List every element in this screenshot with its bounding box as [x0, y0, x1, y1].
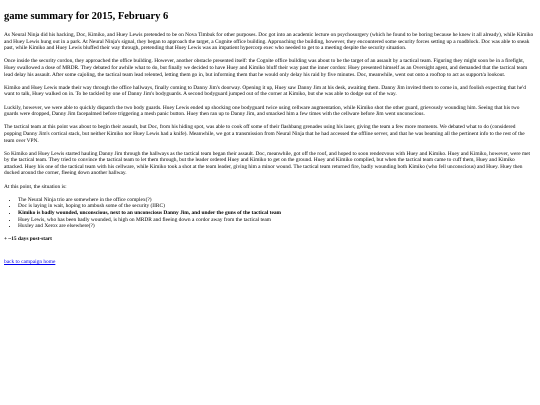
situation-intro: At this point, the situation is:: [4, 183, 67, 190]
summary-paragraph-6: So Kimiko and Huey Lewis started hauling Danny Jim through the hallways as the tactical team began their assault. Doc, meanwhile, got off the roof, and hoped to soon rendezvous with Huey and Kimiko. Huey and Kimiko, however, were met by the tactical team. They tried to convince the tactical team to let them through, but the leader ordered Huey and Kimiko to get on the ground. Huey and Kimiko complied, but when the tactical team came to cuff them, Huey and Kimiko attacked. Huey his one of the tactical team with his cellware, while Kimiko took a shot at the team leader, giving him a minor wound. The tactical team returned fire, badly wounding both Kimiko (who fell unconscious) and Huey. Huey then ducked around the corner, fleeing down another hallway.: [4, 150, 531, 177]
summary-paragraph-3: Kimiko and Huey Lewis made their way through the office hallways, finally coming to Danny Jim's doorway. Opening it up, Huey saw Danny Jim at his desk, awaiting them. Danny Jim invited them to come in, and foolish expecting that he'd want to talk, Huey walked on in. To be tackled by one of Danny Jim's bodyguards. A second bodyguard jumped out of the corner at Kimiko, but she was able to dodge out of the way.: [4, 84, 526, 98]
summary-paragraph-1: As Neural Ninja did his hacking, Doc, Kimiko, and Huey Lewis pretended to be on Nova Timbuk for other purposes. Doc got into an academic lecture on psychosurgery (which he found to be boring because he knew it all already), while Kimiko and Huey Lewis hung out in a park. At Neural Ninja's signal, they began to approach the target, a Cognite office building. Approaching the building, however, they encountered some security forces setting up a roadblock. Doc was able to sneak past, while Kimiko and Huey Lewis bluffed their way through, pretending that Huey Lewis was an impatient hypercorp exec who needed to get to a meeting despite the security situation.: [4, 32, 534, 52]
list-item: • Kimiko is badly wounded, unconscious, next to an unconscious Danny Jim, and under the guns of the tactical team: [18, 210, 534, 217]
post-start-note: [4, 236, 534, 243]
list-item: • Huey Lewis, who has been badly wounded, is high on MRDR and fleeing down a cordor away from the tactical team: [18, 217, 534, 224]
list-item: • Huxley and Xerox are elsewhere(?): [18, 223, 534, 230]
page-title: game summary for 2015, February 6: [4, 11, 169, 22]
list-item: • Doc is laying in wait, hoping to ambush some of the security (IIRC): [18, 203, 534, 210]
list-item: • The Neural Ninja trio are somewhere in the office complex(?): [18, 197, 534, 204]
situation-list: [4, 197, 534, 230]
back-to-campaign-link[interactable]: back to campaign home: [4, 259, 56, 266]
post-start-text: + ~15 days post-start: [4, 235, 52, 242]
summary-paragraph-2: Once inside the security cordon, they approached the office building. However, another obstacle presented itself: the Cognite office building was about to be the target of an assault by a tactical team. Figuring they might soon be in a firefight, Huey swallowed a dose of MRDR. They debated for awhile what to do, but finally we decided to have Huey and Kimiko bluff their way past the inner cordon: Huey presented himself as an Oversight agent, and demanded that the tactical team lead delay his assault. After some cajoling, the tactical team lead relented, letting them go in, but informing them that he would only delay his raid by five minutes. Doc, meanwhile, went out onto a rooftop to act as support/a lookout.: [4, 58, 528, 78]
summary-paragraph-4: Luckily, however, we were able to quickly dispatch the two body guards. Huey Lewis ended up shocking one bodyguard twice using cellware augmentation, while Kimiko shot the other guard, grievously wounding him. Seeing that his two guards were dropped, Danny Jim facepalmed before triggering a mesh panic button. Huey then ran up to Danny Jim, and smacked him a few times with the cellware before Jim went unconscious.: [4, 104, 520, 118]
summary-paragraph-5: The tactical team at this point was about to begin their assault, but Doc, from his hiding spot, was able to cook off some of their flashbang grenades using his laser, giving the team a few more moments. We debated what to do (considered popping Danny Jim's cortical stack, but neither Kimiko nor Huey Lewis had a knife). Meanwhile, we got a transmission from Neural Ninja that he had accessed the offline server, and that he was beaming all the pertinent info to the rest of the team over VPN.: [4, 124, 525, 144]
